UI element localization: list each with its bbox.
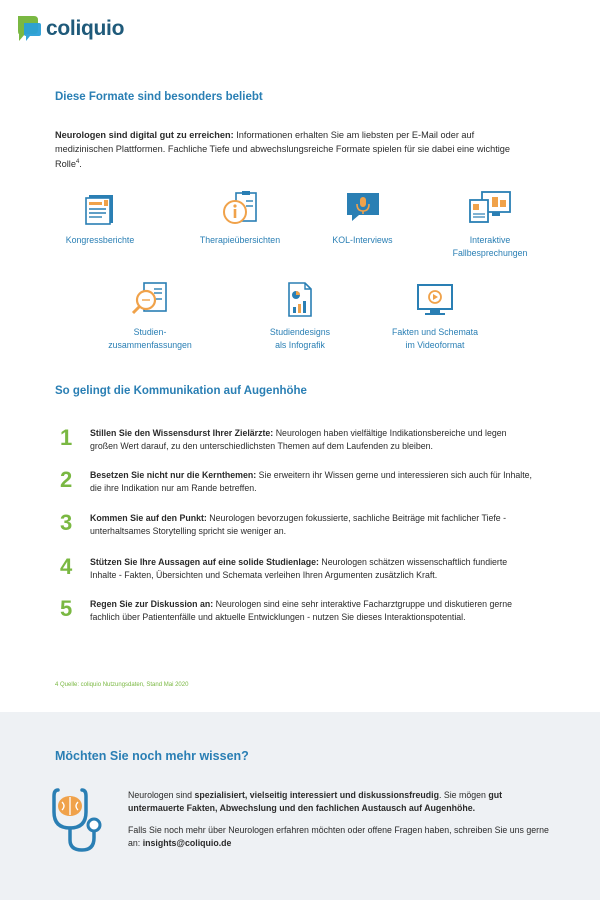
text-span: . Sie mögen [438, 790, 489, 800]
text-bold: spezialisiert, vielseitig interessiert und diskussionsfreudig [194, 790, 439, 800]
contact-email-link[interactable]: insights@coliquio.de [142, 838, 232, 848]
brand-name: coliquio [46, 17, 125, 40]
brand-logo[interactable] [16, 14, 124, 44]
format-kol-interviews [315, 188, 410, 247]
step-body: Neurologen bevorzugen fokussierte, sachliche Beiträge mit fachlicher Tiefe - unterhaltsames Storytelling spricht sie weniger an. [90, 513, 507, 536]
intro-bold: Neurologen sind digital gut zu erreichen: [55, 130, 234, 140]
contact-paragraph-2 [128, 824, 553, 850]
format-label: Fakten und Schemata im Videoformat [391, 327, 479, 350]
step-bold: Regen Sie zur Diskussion an: [90, 599, 214, 609]
list-item-step-5 [60, 598, 540, 624]
intro-paragraph [55, 129, 525, 172]
brain-stethoscope-icon [50, 784, 106, 856]
step-number: 4 [60, 554, 73, 579]
format-studiendesigns [250, 280, 350, 351]
section-title-formats: Diese Formate sind besonders beliebt [55, 91, 263, 103]
format-label: Kongressberichte [65, 235, 135, 245]
format-interaktive-fallbesprechungen [425, 188, 555, 259]
report-icon [80, 188, 120, 228]
step-number: 1 [60, 425, 73, 450]
list-item-step-4 [60, 556, 540, 582]
step-number: 5 [60, 596, 73, 621]
step-text [90, 598, 535, 624]
video-monitor-icon [415, 280, 455, 320]
step-body: Neurologen schätzen wissenschaftlich fundierte Inhalte - Fakten, Übersichten und Schemata verleihen Ihren Argumenten zusätzlich Kraft. [90, 557, 508, 580]
format-label: Interaktive Fallbesprechungen [452, 235, 528, 258]
microphone-chat-icon [343, 188, 383, 228]
contact-paragraph-1 [128, 789, 553, 815]
list-item-step-3 [60, 512, 540, 538]
step-bold: Stützen Sie Ihre Aussagen auf eine solide Studienlage: [90, 557, 319, 567]
chart-document-icon [280, 280, 320, 320]
step-body: Sie erweitern ihr Wissen gerne und interessieren sich auch für Inhalte, die ihre Indikation nur am Rande betreffen. [90, 470, 532, 493]
section-title-kommunikation: So gelingt die Kommunikation auf Augenhöhe [55, 385, 307, 397]
step-text [90, 427, 535, 453]
step-number: 2 [60, 467, 73, 492]
step-bold: Kommen Sie auf den Punkt: [90, 513, 207, 523]
info-clipboard-icon [220, 188, 260, 228]
step-body: Neurologen sind eine sehr interaktive Facharztgruppe und diskutieren gerne fachlich über Patientenfälle und aktuelle Entwicklungen - nutzen Sie dieses Interaktionspotential. [90, 599, 512, 622]
step-text [90, 556, 535, 582]
coliquio-logo-icon [16, 14, 42, 44]
text-bold: gut untermauerte Fakten, Abwechslung und den fachlichen Austausch auf Augenhöhe. [128, 790, 503, 813]
step-text [90, 469, 535, 495]
format-studienzusammenfassungen [90, 280, 210, 351]
footnote: 4 Quelle: coliquio Nutzungsdaten, Stand Mai 2020 [55, 682, 189, 688]
format-label: KOL-Interviews [332, 235, 393, 245]
step-text [90, 512, 535, 538]
step-bold: Stillen Sie den Wissensdurst Ihrer Zielärzte: [90, 428, 274, 438]
step-bold: Besetzen Sie nicht nur die Kernthemen: [90, 470, 257, 480]
format-label: Therapieübersichten [199, 235, 281, 245]
screens-icon [468, 188, 512, 228]
step-body: Neurologen haben vielfältige Indikationsbereiche und legen großen Wert darauf, zu den unterschiedlichsten Themen auf dem Laufenden zu bleiben. [90, 428, 507, 451]
contact-title: Möchten Sie noch mehr wissen? [55, 749, 249, 763]
list-item-step-1 [60, 427, 540, 453]
list-item-step-2 [60, 469, 540, 495]
intro-footnote-ref: 4 [75, 159, 80, 165]
text-span: Neurologen sind [128, 790, 195, 800]
format-label: Studiendesigns als Infografik [269, 327, 331, 350]
intro-text: Informationen erhalten Sie am liebsten per E-Mail oder auf medizinischen Plattformen. Fachliche Tiefe und abwechslungsreiche Formate spielen für sie dabei eine wichtige Rolle [55, 130, 511, 170]
intro-end: . [79, 159, 82, 170]
step-number: 3 [60, 510, 73, 535]
magnifier-document-icon [130, 280, 170, 320]
text-span: Falls Sie noch mehr über Neurologen erfahren möchten oder offene Fragen haben, schreiben Sie uns gerne an: [128, 825, 549, 848]
format-label: Studien- zusammenfassungen [108, 327, 192, 350]
contact-panel [0, 712, 600, 900]
contact-text [128, 789, 553, 859]
format-fakten-videoformat [375, 280, 495, 351]
format-kongressberichte [50, 188, 150, 247]
format-therapieuebersichten [180, 188, 300, 247]
